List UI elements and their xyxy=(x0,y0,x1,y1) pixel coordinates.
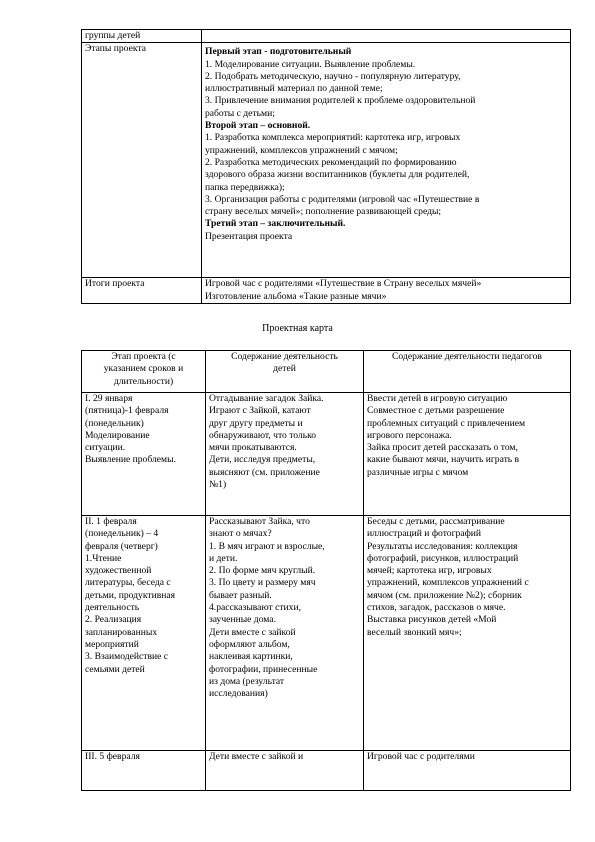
page-title: Проектная карта xyxy=(262,323,333,334)
table-row xyxy=(82,393,571,516)
text-line: Играют с Зайкой, катают xyxy=(209,405,311,417)
text-line: бывает разный. xyxy=(209,589,272,601)
text-line: 1. В мяч играют и взрослые, xyxy=(209,540,325,552)
text-line: указанием сроков и xyxy=(103,363,184,375)
text-line: художественной xyxy=(85,565,152,577)
project-info-table xyxy=(81,29,571,304)
text-line: Выставка рисунков детей «Мой xyxy=(367,614,497,626)
text-line: наклеивая картинки, xyxy=(209,651,293,663)
result-line: Игровой час с родителями «Путешествие в Страну веселых мячей» xyxy=(205,278,482,290)
results-content xyxy=(202,278,571,304)
text-line: мероприятий xyxy=(85,638,139,650)
text-line: запланированных xyxy=(85,626,158,638)
text-line: Рассказывают Зайка, что xyxy=(209,516,310,527)
stage-heading: Первый этап - подготовительный xyxy=(205,46,352,58)
stage-item: упражнений, комплексов упражнений с мячом; xyxy=(205,144,398,156)
text-line: иллюстраций и фотографий xyxy=(367,528,482,540)
text-line: Ввести детей в игровую ситуацию xyxy=(367,393,508,404)
text-line: веселый звонкий мяч»; xyxy=(367,626,462,638)
project-map-table xyxy=(81,350,571,791)
stage-item: папка передвижка); xyxy=(205,181,285,193)
text-line: детей xyxy=(273,363,296,375)
table-row xyxy=(82,751,571,791)
teacher-activity-cell xyxy=(364,751,571,791)
text-line: (пятница)-1 февраля xyxy=(85,405,169,417)
text-line: упражнений, комплексов упражнений с xyxy=(367,577,529,589)
text-line: длительности) xyxy=(113,375,174,387)
text-line: (понедельник) xyxy=(85,417,144,429)
results-label: Итоги проекта xyxy=(82,278,202,304)
stage-item: 1. Разработка комплекса мероприятий: картотека игр, игровых xyxy=(205,132,461,144)
text-line: стихов, загадок, рассказов о мяче. xyxy=(367,602,506,614)
text-line: Игровой час с родителями xyxy=(367,751,475,762)
text-line: различные игры с мячом xyxy=(367,466,469,478)
text-line: Дети вместе с зайкой и xyxy=(209,751,304,762)
stage-item: 3. Организация работы с родителями (игровой час «Путешествие в xyxy=(205,193,480,205)
text-line: Беседы с детьми, рассматривание xyxy=(367,516,505,527)
children-group-value xyxy=(202,30,571,43)
text-line: 3. По цвету и размеру мяч xyxy=(209,577,316,589)
stage-cell xyxy=(82,393,206,516)
header-teacher-activity xyxy=(364,351,571,393)
text-line: друг другу предметы и xyxy=(209,417,303,429)
stage-heading: Третий этап – заключительный. xyxy=(205,218,346,230)
children-activity-cell xyxy=(206,393,364,516)
teacher-activity-cell xyxy=(364,516,571,751)
text-line: 3. Взаимодействие с xyxy=(85,651,169,663)
stage-cell xyxy=(82,516,206,751)
text-line: ситуации. xyxy=(85,442,126,454)
text-line: исследования) xyxy=(209,688,268,700)
text-line: III. 5 февраля xyxy=(85,751,140,762)
text-line: какие бывают мячи, научить играть в xyxy=(367,454,520,466)
text-line: заученные дома. xyxy=(209,614,276,626)
text-line: и дети. xyxy=(209,552,238,564)
text-line: Зайка просит детей рассказать о том, xyxy=(367,442,518,454)
table-header-row xyxy=(82,351,571,393)
stage-item: Презентация проекта xyxy=(205,230,293,242)
text-line: Дети, исследуя предметы, xyxy=(209,454,316,466)
stage-item: 2. Разработка методических рекомендаций по формированию xyxy=(205,156,457,168)
text-line: Дети вместе с зайкой xyxy=(209,626,296,638)
text-line: игрового персонажа. xyxy=(367,429,452,441)
header-stage xyxy=(82,351,206,393)
stage-item: 1. Моделирование ситуации. Выявление проблемы. xyxy=(205,58,416,70)
stage-item: иллюстративный материал по данной теме; xyxy=(205,83,383,95)
stages-label: Этапы проекта xyxy=(82,43,202,278)
table-row xyxy=(82,43,571,278)
text-line: 1.Чтение xyxy=(85,552,122,564)
text-line: мячей; картотека игр, игровых xyxy=(367,565,492,577)
text-line: фотографий, рисунков, иллюстраций xyxy=(367,552,519,564)
text-line: из дома (результат xyxy=(209,675,285,687)
text-line: проблемных ситуаций с привлечением xyxy=(367,417,526,429)
stage-item: здорового образа жизни воспитанников (буклеты для родителей, xyxy=(205,169,470,181)
children-activity-cell xyxy=(206,516,364,751)
text-line: Результаты исследования: коллекция xyxy=(367,540,518,552)
text-line: Моделирование xyxy=(85,429,150,441)
children-group-label: группы детей xyxy=(82,30,202,43)
text-line: семьями детей xyxy=(85,663,145,675)
stage-item: работы с детьми; xyxy=(205,107,275,119)
header-children-activity xyxy=(206,351,364,393)
text-line: 4.рассказывают стихи, xyxy=(209,602,301,614)
children-activity-cell xyxy=(206,751,364,791)
text-line: Выявление проблемы. xyxy=(85,454,176,466)
text-line: 2. Реализация xyxy=(85,614,142,626)
text-line: знают о мячах? xyxy=(209,528,272,540)
text-line: I. 29 января xyxy=(85,393,133,404)
text-line: II. 1 февраля xyxy=(85,516,137,527)
text-line: Содержание деятельность xyxy=(231,351,338,362)
stage-heading: Второй этап – основной. xyxy=(205,120,311,132)
table-row xyxy=(82,516,571,751)
text-line: Отгадывание загадок Зайка. xyxy=(209,393,324,404)
text-line: Совместное с детьми разрешение xyxy=(367,405,505,417)
text-line: Содержание деятельности педагогов xyxy=(392,351,542,362)
text-line: (понедельник) – 4 xyxy=(85,528,159,540)
text-line: №1) xyxy=(209,479,227,491)
text-line: фотографии, принесенные xyxy=(209,663,318,675)
table-row xyxy=(82,30,571,43)
stage-cell xyxy=(82,751,206,791)
teacher-activity-cell xyxy=(364,393,571,516)
text-line: детьми, продуктивная xyxy=(85,589,176,601)
stage-item: 2. Подобрать методическую, научно - популярную литературу, xyxy=(205,70,461,82)
text-line: мячи прокатываются. xyxy=(209,442,297,454)
stage-item: 3. Привлечение внимания родителей к проблеме оздоровительной xyxy=(205,95,476,107)
text-line: 2. По форме мяч круглый. xyxy=(209,565,316,577)
text-line: оформляют альбом, xyxy=(209,638,290,650)
text-line: февраля (четверг) xyxy=(85,540,158,552)
result-line: Изготовление альбома «Такие разные мячи» xyxy=(205,290,387,302)
text-line: Этап проекта (с xyxy=(111,351,176,362)
text-line: выясняют (см. приложение xyxy=(209,466,320,478)
text-line: литературы, беседа с xyxy=(85,577,171,589)
text-line: обнаруживают, что только xyxy=(209,429,317,441)
stages-content xyxy=(202,43,571,278)
stage-item: страну веселых мячей»; пополнение развивающей среды; xyxy=(205,206,442,218)
text-line: деятельность xyxy=(85,602,140,614)
table-row xyxy=(82,278,571,304)
text-line: мячом (см. приложение №2); сборник xyxy=(367,589,522,601)
